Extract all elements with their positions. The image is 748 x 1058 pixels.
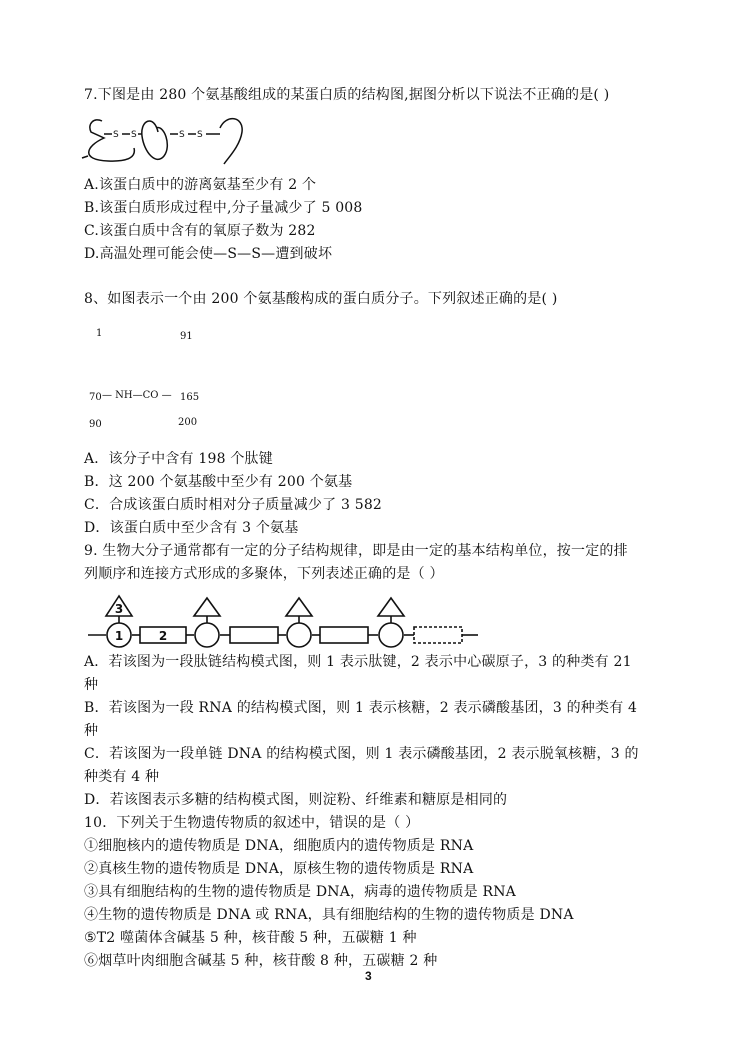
polymer-label-2: 2 [158, 629, 168, 643]
q7-stem: 7.下图是由 280 个氨基酸组成的某蛋白质的结构图,据图分析以下说法不正确的是( ) [84, 87, 610, 103]
q9-stem-line-1: 9. 生物大分子通常都有一定的分子结构规律，即是由一定的基本结构单位，按一定的排 [84, 543, 628, 559]
page-number: 3 [365, 969, 372, 983]
q9-option-b-line-2: 种 [84, 723, 99, 739]
q9-option-c-line-1: C．若该图为一段单链 DNA 的结构模式图，则 1 表示磷酸基团，2 表示脱氧核糖，3 的 [84, 746, 639, 762]
polymer-label-1: 1 [114, 629, 124, 643]
q10-item-1: ①细胞核内的遗传物质是 DNA，细胞质内的遗传物质是 RNA [84, 838, 474, 854]
q9-polymer-figure [86, 594, 486, 650]
disulfide-s-2: S [131, 130, 137, 140]
disulfide-s-4: S [197, 130, 203, 140]
q7-option-b: B.该蛋白质形成过程中,分子量减少了 5 008 [84, 200, 363, 216]
q7-option-a: A.该蛋白质中的游离氨基至少有 2 个 [84, 177, 317, 193]
residue-label-70: 70 [89, 392, 102, 403]
q8-option-b: B．这 200 个氨基酸中至少有 200 个氨基 [84, 474, 353, 490]
q8-option-a: A．该分子中含有 198 个肽键 [84, 451, 273, 467]
q10-stem: 10．下列关于生物遗传物质的叙述中，错误的是（ ） [84, 815, 420, 831]
residue-label-200: 200 [178, 417, 198, 428]
residue-label-91: 91 [180, 331, 193, 342]
q8-option-d: D．该蛋白质中至少含有 3 个氨基 [84, 520, 299, 536]
disulfide-s-1: S [113, 130, 119, 140]
q7-option-c: C.该蛋白质中含有的氧原子数为 282 [84, 223, 316, 239]
q10-item-5: ⑤T2 噬菌体含碱基 5 种，核苷酸 5 种，五碳糖 1 种 [84, 930, 417, 946]
residue-label-90: 90 [89, 419, 102, 430]
q10-item-6: ⑥烟草叶肉细胞含碱基 5 种，核苷酸 8 种，五碳糖 2 种 [84, 953, 438, 969]
disulfide-s-3: S [179, 130, 185, 140]
q10-item-4: ④生物的遗传物质是 DNA 或 RNA，具有细胞结构的生物的遗传物质是 DNA [84, 907, 574, 923]
q7-option-d: D.高温处理可能会使—S—S—遭到破坏 [84, 246, 333, 262]
residue-label-1: 1 [96, 328, 103, 339]
q8-option-c: C．合成该蛋白质时相对分子质量减少了 3 582 [84, 497, 383, 513]
q9-option-a-line-1: A．若该图为一段肽链结构模式图，则 1 表示肽键，2 表示中心碳原子，3 的种类有 21 [84, 654, 632, 670]
q9-option-d: D．若该图表示多糖的结构模式图，则淀粉、纤维素和糖原是相同的 [84, 792, 508, 808]
q9-option-a-line-2: 种 [84, 677, 99, 693]
residue-label-165: 165 [180, 392, 200, 403]
polymer-label-3: 3 [114, 602, 124, 616]
q10-item-3: ③具有细胞结构的生物的遗传物质是 DNA，病毒的遗传物质是 RNA [84, 884, 516, 900]
q8-protein-figure [84, 326, 224, 436]
q9-option-c-line-2: 种类有 4 种 [84, 769, 160, 785]
q7-protein-figure [78, 112, 258, 170]
q9-option-b-line-1: B．若该图为一段 RNA 的结构模式图，则 1 表示核糖，2 表示磷酸基团，3 的种类有 4 [84, 700, 638, 716]
q9-stem-line-2: 列顺序和连接方式形成的多聚体，下列表述正确的是（ ） [84, 566, 444, 582]
peptide-bond-label: — NH—CO — [102, 390, 172, 401]
q10-item-2: ②真核生物的遗传物质是 DNA，原核生物的遗传物质是 RNA [84, 861, 474, 877]
q8-stem: 8、如图表示一个由 200 个氨基酸构成的蛋白质分子。下列叙述正确的是( ) [84, 291, 558, 307]
